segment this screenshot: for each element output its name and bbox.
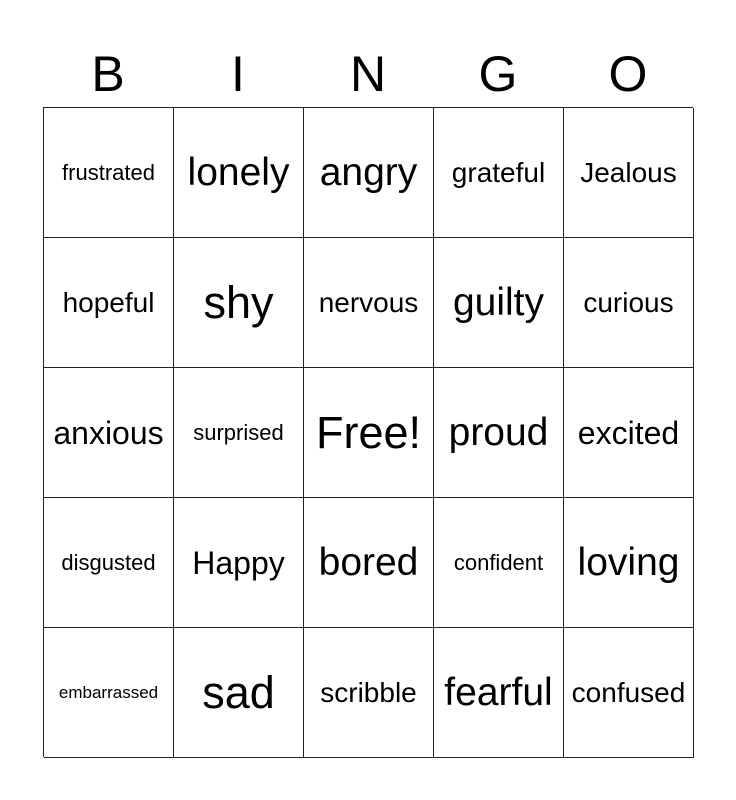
bingo-cell[interactable]: embarrassed [44, 628, 174, 758]
bingo-cell[interactable]: surprised [174, 368, 304, 498]
header-letter-o: O [608, 46, 648, 102]
bingo-cell[interactable]: excited [564, 368, 694, 498]
header-letter-n: N [349, 46, 387, 102]
bingo-header [43, 40, 693, 108]
bingo-cell[interactable]: guilty [434, 238, 564, 368]
bingo-cell[interactable]: bored [304, 498, 434, 628]
bingo-cell[interactable]: shy [174, 238, 304, 368]
bingo-cell[interactable]: lonely [174, 108, 304, 238]
bingo-cell[interactable]: Happy [174, 498, 304, 628]
bingo-cell[interactable]: sad [174, 628, 304, 758]
bingo-board [43, 107, 693, 757]
bingo-cell[interactable]: grateful [434, 108, 564, 238]
bingo-cell[interactable]: nervous [304, 238, 434, 368]
bingo-cell[interactable]: fearful [434, 628, 564, 758]
bingo-cell[interactable]: angry [304, 108, 434, 238]
header-letter-i: I [231, 46, 245, 102]
bingo-cell[interactable]: frustrated [44, 108, 174, 238]
bingo-cell[interactable]: anxious [44, 368, 174, 498]
bingo-cell[interactable]: Jealous [564, 108, 694, 238]
bingo-cell[interactable]: confused [564, 628, 694, 758]
bingo-cell[interactable]: confident [434, 498, 564, 628]
bingo-cell[interactable]: hopeful [44, 238, 174, 368]
bingo-cell[interactable]: curious [564, 238, 694, 368]
bingo-cell[interactable]: scribble [304, 628, 434, 758]
header-letter-g: G [478, 46, 518, 102]
bingo-cell[interactable]: loving [564, 498, 694, 628]
bingo-cell[interactable]: proud [434, 368, 564, 498]
free-space-cell[interactable]: Free! [304, 368, 434, 498]
header-letter-b: B [91, 46, 125, 102]
bingo-cell[interactable]: disgusted [44, 498, 174, 628]
